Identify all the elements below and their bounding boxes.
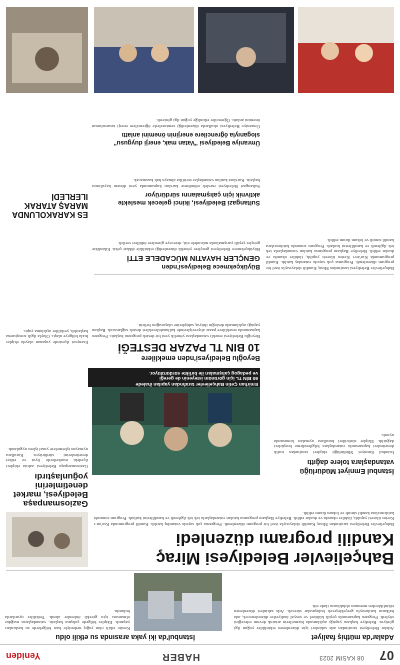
side-headline-line3: denetimlerini — [35, 481, 88, 491]
newspaper-logo: Yeniden — [6, 651, 41, 661]
side-headline-line2: Belediyesi, market — [13, 490, 88, 500]
side-photo — [6, 512, 88, 567]
bottom-photo-4 — [6, 7, 88, 93]
right-column-body: Esenyurt ilçesinde yaşanan olayda ekipler hızla bölgeye ulaştı. Olayla ilgili soruşturma başlatıldı, yetkililer açıklama yaptı. — [6, 328, 88, 345]
umraniye-headline-line1: Ümraniye Belediyesi "Vatan mak, enerji duygusu" — [113, 139, 260, 146]
masthead — [0, 644, 400, 665]
karakol-headline-line2: MARAŞ ATARAK — [24, 201, 88, 210]
caption-line1: Emirhan Çetin Bahçelievler tarafından yapılan ihalede — [135, 381, 258, 386]
buyukcekmece-headline-line2: GENÇLER HAYATIN MÜCADELE ETTİ — [126, 254, 260, 263]
issue-date: 08 KASIM 2023 — [319, 654, 364, 660]
kadikoy-headline-line1: Sultangazi Belediyesi, ikinci gelecek meslekte — [118, 199, 260, 206]
side-body: Gaziosmanpaşa Belediyesi zabıta ekipleri ilçedeki marketlerde fiyat ve etiket denetimlerini sürdürüyor. Kurallara uymayan işletmelere yasal işlem uygulandı. — [6, 447, 88, 469]
page-number: 07 — [379, 648, 394, 663]
buyukcekmece-headline-line1: Büyükçekmece Belediyesi'nden — [161, 263, 260, 270]
caption-line2: 60 BİN TL için görünüm isteyenin de gereği — [159, 375, 258, 381]
caption-line3: ve pedagog çalışmaları ile birlikte sürdürülüyor. — [149, 369, 258, 375]
karakol-headline-line1: ES KARAKOLUNDA — [12, 210, 88, 219]
beyoglu-body: Beyoğlu Belediyesi emekli vatandaşlara yönelik yeni bir destek programı başlattı. Program kapsamında emeklilere pazar alışverişlerinde kullanabilecekleri destek sağlanacak. Başkan yaptığı açıklamada desteğin ihtiyaç sahiplerine ulaşacağını belirtti. — [92, 322, 260, 339]
section-title: HABER — [161, 651, 200, 662]
umraniye-body: Ümraniye Belediyesi okullarda düzenlediği seminerlerle öğrencilere enerji tasarrufunun önemini anlattı. Öğrenciler etkinliğe yoğun ilgi gösterdi. — [92, 118, 260, 129]
side-headline-line4: yoğunlaştırdı — [34, 472, 88, 482]
top-right-headline: İstanbul'da iki yaka arasında su etkili oldu — [55, 633, 195, 640]
bottom-photo-3 — [94, 7, 194, 93]
middle-left-body: İstanbul Emniyet Müdürlüğü ekipleri tarafından trafik denetimleri kapsamında vatandaşlara bilgilendirme broşürleri dağıtıldı. Ekipler sürücüleri kurallara uymaları konusunda uyardı. — [274, 433, 394, 455]
photo-caption-box — [88, 368, 260, 387]
top-left-headline: Adalar'da müthiş faaliyet — [311, 633, 394, 640]
kadikoy-headline-line2: aktivnik için çalışmalarını sürdürüyor — [145, 191, 260, 198]
beyoglu-headline-line2: 10 BIN TL PAZAR DESTEĞİ — [117, 341, 260, 353]
beyoglu-headline-line1: Beyoğlu Belediyesi'nden emeklilere — [141, 354, 260, 361]
bottom-photo-2 — [198, 7, 294, 93]
main-body: Bahçelievler Belediyesi tarafından Miraç Kandili dolayısıyla özel bir program düzenlendi. Programa çok sayıda vatandaş katıldı. Kandil programında Kur'an-ı Kerim tilaveti yapıldı, ilahiler okundu ve dualar edildi. Belediye Başkanı programa katılan vatandaşlarla tek tek ilgilendi ve kandillerini kutladı. Program sonunda katılımcılara kandil simidi ve lokum ikram edildi. — [94, 510, 394, 527]
buyukcekmece-body: Büyükçekmece Belediyesi gençlere yönelik düzenlediği etkinlikle dikkat çekti. Etkinlikte gençler çeşitli yarışmalarda mücadele etti, dereceye girenlere ödülleri verildi. — [92, 241, 260, 252]
main-headline-line2: Kandili programı düzenledi — [175, 530, 394, 549]
kadikoy-body: Sultangazi Belediyesi meslek edindirme kursları kapsamında yeni dönem kayıtlarını başlattı. Kurslara katılan vatandaşlar sertifika almaya hak kazanacak. — [92, 178, 260, 189]
main-headline-line1: Bahçelievler Belediyesi Miraç — [155, 549, 394, 568]
middle-left-headline-line2: vatandaşlara tolere dağıttı — [307, 458, 394, 465]
side-headline-line1: Gaziosmanpaşa — [23, 499, 88, 509]
bottom-photo-1 — [298, 7, 394, 93]
karakol-headline-line3: ILERLEDİ — [51, 192, 88, 201]
main-photo — [92, 387, 260, 475]
top-left-body: Adalar Belediyesi tarafından ada sakinleri için düzenlenen etkinlikler yoğun ilgi görüyor. Belediye başkanı yaptığı açıklamada hizmetlerin artarak devam edeceğini söyledi. Program kapsamında çeşitli kültürel ve sosyal faaliyetler düzenlenecek, ada halkının katılımıyla gerçekleşecek buluşmalar sürecek. Ada sakinleri düzenlenen etkinliklerden memnun olduklarını ifade etti. — [234, 603, 394, 631]
left-column-body: Bahçelievler Belediyesi tarafından Miraç Kandili dolayısıyla özel bir program düzenlendi. Programa çok sayıda vatandaş katıldı. Kandil programında Kur'an-ı Kerim tilaveti yapıldı, ilahiler okundu ve dualar edildi. Belediye Başkanı programa katılan vatandaşlarla tek tek ilgilendi ve kandillerini kutladı. Program sonunda katılımcılara kandil simidi ve lokum ikram edildi. — [266, 238, 394, 271]
umraniye-headline-line2: sloganıyla öğrencilere enerjinin önemini anlattı — [121, 131, 260, 138]
middle-left-headline-line1: İstanbul Emniyet Müdürlüğü — [299, 467, 394, 474]
top-right-body: Kentte etkili olan yağış nedeniyle bazı bölgelerde su baskınları yaşandı. Ekipler bölgede çalışma başlattı, vatandaşların mağdur olmaması için gerekli önlemler alındı. Yetkililer uyarılarda bulundu. — [5, 609, 130, 631]
top-photo — [134, 573, 222, 631]
